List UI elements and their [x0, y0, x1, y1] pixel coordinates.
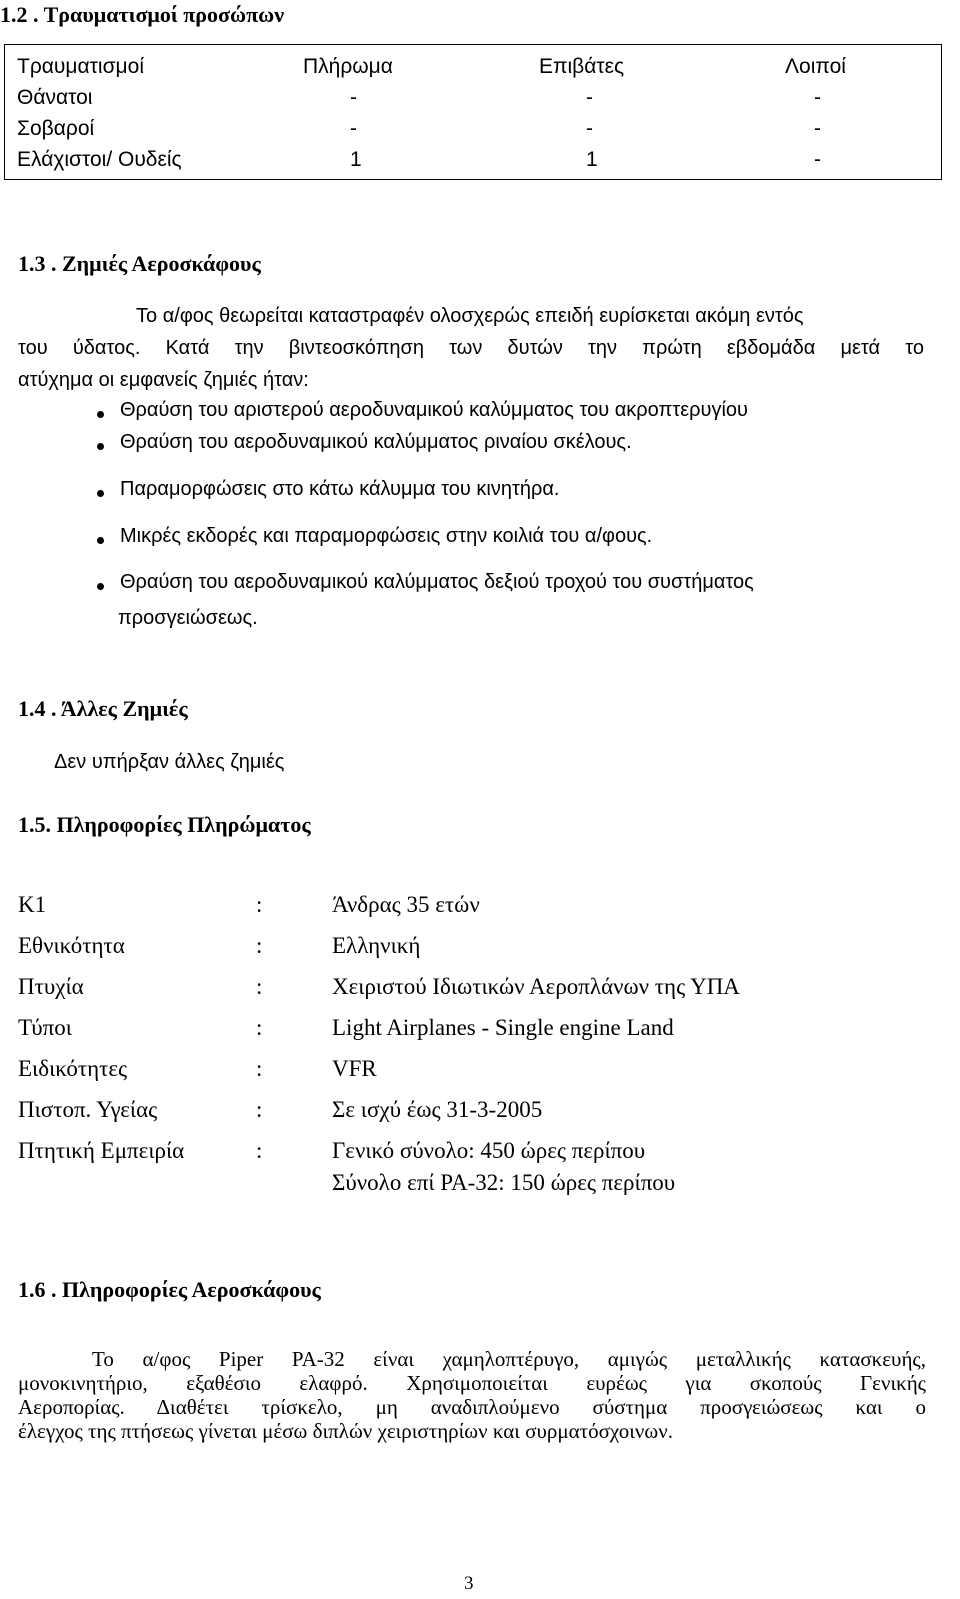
table-header-cell: Τραυματισμοί	[17, 55, 145, 78]
section-heading-1-5: 1.5. Πληροφορίες Πληρώματος	[18, 812, 311, 837]
bullet-item: Θραύση του αεροδυναμικού καλύμματος δεξιού τροχού του συστήματος	[120, 571, 754, 593]
table-cell: -	[814, 148, 821, 171]
paragraph-line: Αεροπορίας. Διαθέτει τρίσκελο, μη αναδιπλούμενο σύστημα προσγειώσεως και ο	[18, 1395, 926, 1419]
paragraph-line: Το α/φος Piper PA-32 είναι χαμηλοπτέρυγο, αμιγώς μεταλλικής κατασκευής,	[92, 1347, 926, 1371]
paragraph-line: Το α/φος θεωρείται καταστραφέν ολοσχερώς επειδή ευρίσκεται ακόμη εντός	[136, 305, 804, 327]
aircraft-paragraph	[18, 1347, 926, 1443]
section-heading-1-6: 1.6 . Πληροφορίες Αεροσκάφους	[18, 1277, 321, 1302]
crew-separator: :	[256, 974, 263, 999]
crew-separator: :	[256, 933, 263, 958]
crew-separator: :	[256, 1015, 263, 1040]
crew-separator: :	[256, 892, 263, 917]
crew-label: Πτητική Εμπειρία	[18, 1138, 185, 1163]
injuries-table	[4, 44, 942, 180]
crew-value: Light Airplanes - Single engine Land	[332, 1015, 674, 1040]
table-cell: -	[350, 117, 357, 140]
table-cell: 1	[350, 148, 362, 171]
table-cell: -	[586, 117, 593, 140]
table-cell: 1	[586, 148, 598, 171]
bullet-icon	[97, 411, 104, 418]
bullet-item: Παραμορφώσεις στο κάτω κάλυμμα του κινητήρα.	[120, 478, 560, 500]
paragraph-line: μονοκινητήριο, εξαθέσιο ελαφρό. Χρησιμοποιείται ευρέως για σκοπούς Γενικής	[18, 1371, 926, 1395]
page-number: 3	[464, 1573, 474, 1594]
crew-value: Ελληνική	[332, 933, 421, 958]
paragraph-line: έλεγχος της πτήσεως γίνεται μέσω διπλών χειριστηρίων και συρματόσχοινων.	[18, 1419, 673, 1443]
crew-value: Χειριστού Ιδιωτικών Αεροπλάνων της ΥΠΑ	[332, 974, 740, 999]
table-cell: -	[350, 86, 357, 109]
crew-label: Πτυχία	[18, 974, 84, 999]
section-heading-1-4: 1.4 . Άλλες Ζημιές	[18, 696, 188, 721]
table-header-cell: Πλήρωμα	[303, 55, 393, 78]
section-heading-1-2: 1.2 . Τραυματισμοί προσώπων	[0, 2, 285, 27]
crew-label: Πιστοπ. Υγείας	[18, 1097, 158, 1122]
table-cell: Σοβαροί	[17, 117, 95, 140]
table-cell: -	[814, 117, 821, 140]
crew-label: Εθνικότητα	[18, 933, 125, 958]
paragraph-line: του ύδατος. Κατά την βιντεοσκόπηση των δυτών την πρώτη εβδομάδα μετά το	[18, 337, 924, 359]
bullet-icon	[97, 443, 104, 450]
bullet-item: Θραύση του αριστερού αεροδυναμικού καλύμματος του ακροπτερυγίου	[120, 399, 748, 421]
bullet-icon	[97, 537, 104, 544]
section-heading-1-3: 1.3 . Ζημιές Αεροσκάφους	[18, 251, 261, 276]
crew-separator: :	[256, 1097, 263, 1122]
crew-label: Τύποι	[18, 1015, 72, 1040]
bullet-item-continuation: προσγειώσεως.	[118, 607, 258, 629]
bullet-item: Θραύση του αεροδυναμικού καλύμματος ριναίου σκέλους.	[120, 431, 632, 453]
crew-label: Κ1	[18, 892, 47, 917]
paragraph-line: ατύχημα οι εμφανείς ζημιές ήταν:	[18, 369, 309, 391]
table-header-cell: Επιβάτες	[539, 55, 625, 78]
crew-value: Σύνολο επί PA-32: 150 ώρες περίπου	[332, 1170, 676, 1195]
bullet-icon	[97, 583, 104, 590]
crew-label: Ειδικότητες	[18, 1056, 128, 1081]
table-cell: -	[586, 86, 593, 109]
table-cell: -	[814, 86, 821, 109]
crew-value: Άνδρας 35 ετών	[332, 892, 480, 917]
crew-value: Σε ισχύ έως 31-3-2005	[332, 1097, 543, 1122]
bullet-icon	[97, 490, 104, 497]
bullet-item: Μικρές εκδορές και παραμορφώσεις στην κοιλιά του α/φους.	[120, 525, 653, 547]
crew-separator: :	[256, 1138, 263, 1163]
crew-value: VFR	[332, 1056, 377, 1081]
crew-value: Γενικό σύνολο: 450 ώρες περίπου	[332, 1138, 646, 1163]
table-cell: Θάνατοι	[17, 86, 93, 109]
no-other-damage-text: Δεν υπήρξαν άλλες ζημιές	[54, 751, 285, 773]
table-cell: Ελάχιστοι/ Ουδείς	[17, 148, 182, 171]
crew-separator: :	[256, 1056, 263, 1081]
table-header-cell: Λοιποί	[785, 55, 846, 78]
